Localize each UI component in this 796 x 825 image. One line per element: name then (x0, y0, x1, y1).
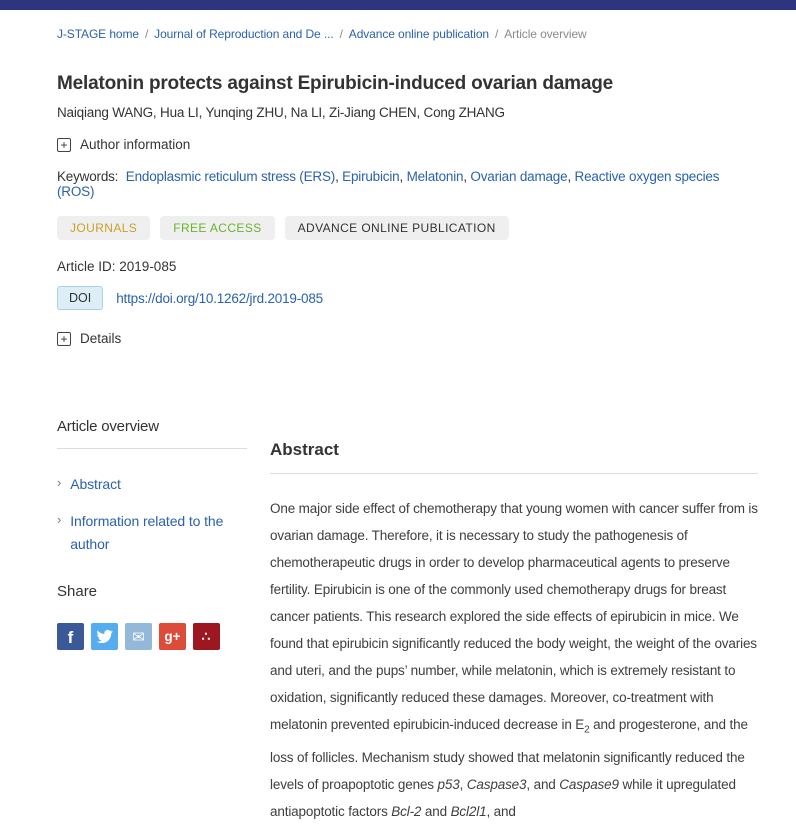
site-top-bar (0, 0, 796, 10)
keyword-link-ros[interactable]: Reactive oxygen species (ROS) (57, 169, 720, 199)
article-authors: Naiqiang WANG, Hua LI, Yunqing ZHU, Na LI, Zi-Jiang CHEN, Cong ZHANG (57, 105, 505, 120)
share-icons-row (57, 623, 247, 650)
share-heading: Share (57, 583, 98, 601)
page-container (0, 27, 796, 825)
keyword-separator: , (335, 169, 343, 184)
keyword-link-epirubicin[interactable]: Epirubicin (342, 169, 400, 184)
breadcrumb-link-journal[interactable]: Journal of Reproduction and De ... (154, 27, 334, 41)
advance-online-publication-badge: ADVANCE ONLINE PUBLICATION (285, 216, 509, 240)
doi-link[interactable]: https://doi.org/10.1262/jrd.2019-085 (116, 290, 323, 306)
details-label: Details (80, 331, 122, 346)
sidebar-item-label: Information related to the author (70, 513, 224, 552)
google-plus-icon: g+ (164, 629, 181, 645)
article-id-row (57, 259, 758, 274)
author-information-expander[interactable] (57, 137, 190, 152)
breadcrumb-separator: / (494, 27, 499, 41)
keyword-separator: , (567, 169, 575, 184)
email-icon: ✉ (132, 628, 145, 646)
article-id-value: 2019-085 (119, 259, 177, 274)
sidebar-nav (57, 473, 247, 555)
share-twitter-button[interactable] (91, 623, 118, 650)
abstract-section (270, 418, 758, 825)
journals-badge: JOURNALS (57, 216, 150, 240)
article-overview-sidebar (57, 418, 247, 650)
abstract-divider (270, 473, 758, 474)
sidebar-divider (57, 448, 247, 449)
keyword-separator: , (399, 169, 407, 184)
doi-badge: DOI (57, 286, 103, 310)
content-columns (57, 418, 758, 825)
keyword-link-ovarian-damage[interactable]: Ovarian damage (470, 169, 568, 184)
abstract-paragraph: One major side effect of chemotherapy that young women with cancer suffer from is ovarian damage. Therefore, it is necessary to study the pathogenesis of chemotherapeutic drugs in order to develop pharmaceutical agents to preserve fertility. Epirubicin is one of the commonly used chemotherapy drugs for breast cancer patients. This research explored the side effects of epirubicin in mice. We found that epirubicin significantly reduced the body weight, the weight of the ovaries and uteri, and the pups’ number, while melatonin, which is extremely resistant to oxidation, significantly reduced these damages. Moreover, co-treatment with melatonin prevented epirubicin-induced decrease in $E_2$ and progesterone, and the loss of follicles. Mechanism study showed that melatonin significantly reduced the levels of proapoptotic genes p53, Caspase3, and Caspase9 while it upregulated antiapoptotic factors Bcl-2 and Bcl2l1, and (270, 501, 758, 819)
keywords-label: Keywords: (57, 169, 119, 184)
details-expander[interactable] (57, 331, 121, 346)
share-email-button[interactable] (125, 623, 152, 650)
breadcrumb (57, 27, 758, 41)
sidebar-item-abstract[interactable] (57, 473, 247, 495)
subscript-2: 2 (584, 724, 590, 736)
doi-row (57, 286, 758, 310)
sidebar-item-label: Abstract (70, 476, 121, 492)
breadcrumb-link-advance-online-publication[interactable]: Advance online publication (348, 27, 489, 41)
plus-icon: + (57, 138, 71, 152)
chevron-right-icon: › (57, 512, 62, 528)
breadcrumb-current-article-overview: Article overview (504, 27, 587, 41)
keyword-link-melatonin[interactable]: Melatonin (406, 169, 464, 184)
chevron-right-icon: › (57, 475, 62, 490)
breadcrumb-link-jstage-home[interactable]: J-STAGE home (57, 27, 139, 41)
badges-row (57, 216, 758, 240)
keyword-separator: , (463, 169, 471, 184)
author-information-label: Author information (80, 137, 191, 152)
facebook-icon: f (67, 628, 74, 648)
sidebar-item-information-related-to-the-author[interactable] (57, 510, 247, 555)
breadcrumb-separator: / (144, 27, 149, 41)
sidebar-heading: Article overview (57, 418, 159, 435)
share-mendeley-button[interactable] (193, 623, 220, 650)
share-facebook-button[interactable] (57, 623, 84, 650)
article-id-label: Article ID: (57, 259, 116, 274)
breadcrumb-separator: / (339, 27, 343, 41)
plus-icon: + (57, 332, 71, 346)
mendeley-icon: ∴ (201, 628, 212, 645)
article-title: Melatonin protects against Epirubicin-induced ovarian damage (57, 73, 613, 94)
free-access-badge: FREE ACCESS (160, 216, 274, 240)
keyword-link-ers[interactable]: Endoplasmic reticulum stress (ERS) (125, 169, 336, 184)
keywords-row (57, 169, 758, 199)
twitter-icon (96, 628, 113, 645)
abstract-heading: Abstract (270, 440, 339, 459)
share-google-plus-button[interactable] (159, 623, 186, 650)
